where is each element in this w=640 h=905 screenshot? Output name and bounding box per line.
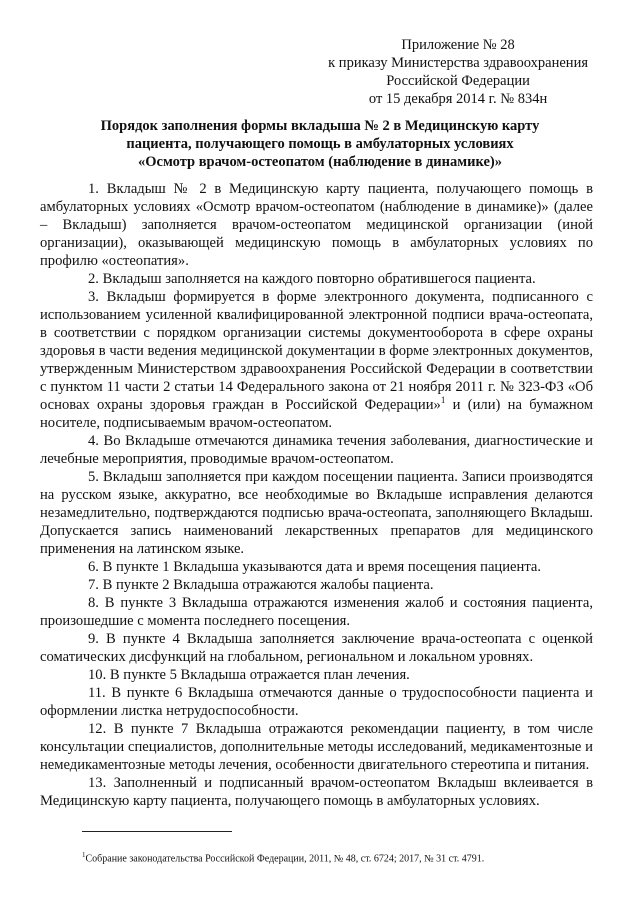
footnote (82, 849, 484, 865)
paragraph-4: 4. Во Вкладыше отмечаются динамика течения заболевания, диагностические и лечебные мероприятия, проводимые врачом-остеопатом. (40, 433, 593, 467)
paragraph-3-text: 3. Вкладыш формируется в форме электронного документа, подписанного с использованием усиленной квалифицированной электронной подписи врача-остеопата, в соответствии с порядком организации системы документооборота в сфере охраны здоровья в части ведения медицинской документации в форме электронных документов, утвержденным Министерством здравоохранения Российской Федерации в соответствии с пунктом 11 части 2 статьи 14 Федерального закона от 21 ноября 2011 г. № 323-ФЗ «Об основах охраны здоровья граждан в Российской Федерации» (40, 289, 593, 413)
appendix-date: от 15 декабря 2014 г. № 834н (368, 91, 548, 107)
paragraph-5: 5. Вкладыш заполняется при каждом посещении пациента. Записи производятся на русском языке, аккуратно, все необходимые во Вкладыше исправления делаются незамедлительно, подтверждаются подписью врача-остеопата, заполняющего Вкладыш. Допускается запись наименований лекарственных препаратов для медицинского применения на латинском языке. (40, 469, 593, 557)
appendix-order-ref: к приказу Министерства здравоохранения (328, 55, 588, 71)
paragraph-1: 1. Вкладыш № 2 в Медицинскую карту пациента, получающего помощь в амбулаторных условиях «Осмотр врачом-остеопатом (наблюдение в динамике)» (далее – Вкладыш) заполняется врачом-остеопатом медицинской организации (иной организации), оказывающей медицинскую помощь в амбулаторных условиях по профилю «остеопатия». (40, 181, 593, 269)
document-body (40, 180, 593, 810)
title-line-2: пациента, получающего помощь в амбулаторных условиях (126, 136, 514, 152)
footnote-divider (82, 831, 232, 832)
paragraph-2: 2. Вкладыш заполняется на каждого повторно обратившегося пациента. (88, 271, 536, 287)
appendix-country: Российской Федерации (386, 73, 530, 89)
paragraph-3 (40, 288, 593, 432)
paragraph-13: 13. Заполненный и подписанный врачом-остеопатом Вкладыш вклеивается в Медицинскую карту пациента, получающего помощь в амбулаторных условиях. (40, 775, 593, 809)
paragraph-3-tail: и (или) на бумажном носителе, подписываемым врачом-остеопатом. (40, 397, 593, 431)
appendix-header (328, 36, 588, 108)
title-line-1: Порядок заполнения формы вкладыша № 2 в Медицинскую карту (100, 118, 540, 134)
paragraph-7: 7. В пункте 2 Вкладыша отражаются жалобы пациента. (88, 577, 434, 593)
paragraph-9: 9. В пункте 4 Вкладыша заполняется заключение врача-остеопата с оценкой соматических дисфункций на глобальном, региональном и локальном уровнях. (40, 631, 593, 665)
title-line-3: «Осмотр врачом-остеопатом (наблюдение в динамике)» (138, 154, 502, 170)
document-title (40, 117, 600, 171)
paragraph-10: 10. В пункте 5 Вкладыша отражается план лечения. (88, 667, 410, 683)
footnote-marker: 1 (82, 851, 86, 859)
paragraph-8: 8. В пункте 3 Вкладыша отражаются изменения жалоб и состояния пациента, произошедшие с момента последнего посещения. (40, 595, 593, 629)
appendix-number: Приложение № 28 (401, 37, 515, 53)
footnote-text: Собрание законодательства Российской Федерации, 2011, № 48, ст. 6724; 2017, № 31 ст. 4791. (85, 853, 485, 865)
paragraph-12: 12. В пункте 7 Вкладыша отражаются рекомендации пациенту, в том числе консультации специалистов, дополнительные методы исследований, медикаментозные и немедикаментозные методы лечения, особенности двигательного стереотипа и питания. (40, 721, 593, 773)
footnote-reference: 1 (440, 395, 446, 406)
paragraph-6: 6. В пункте 1 Вкладыша указываются дата и время посещения пациента. (88, 559, 542, 575)
paragraph-11: 11. В пункте 6 Вкладыша отмечаются данные о трудоспособности пациента и оформлении листка нетрудоспособности. (40, 685, 593, 719)
